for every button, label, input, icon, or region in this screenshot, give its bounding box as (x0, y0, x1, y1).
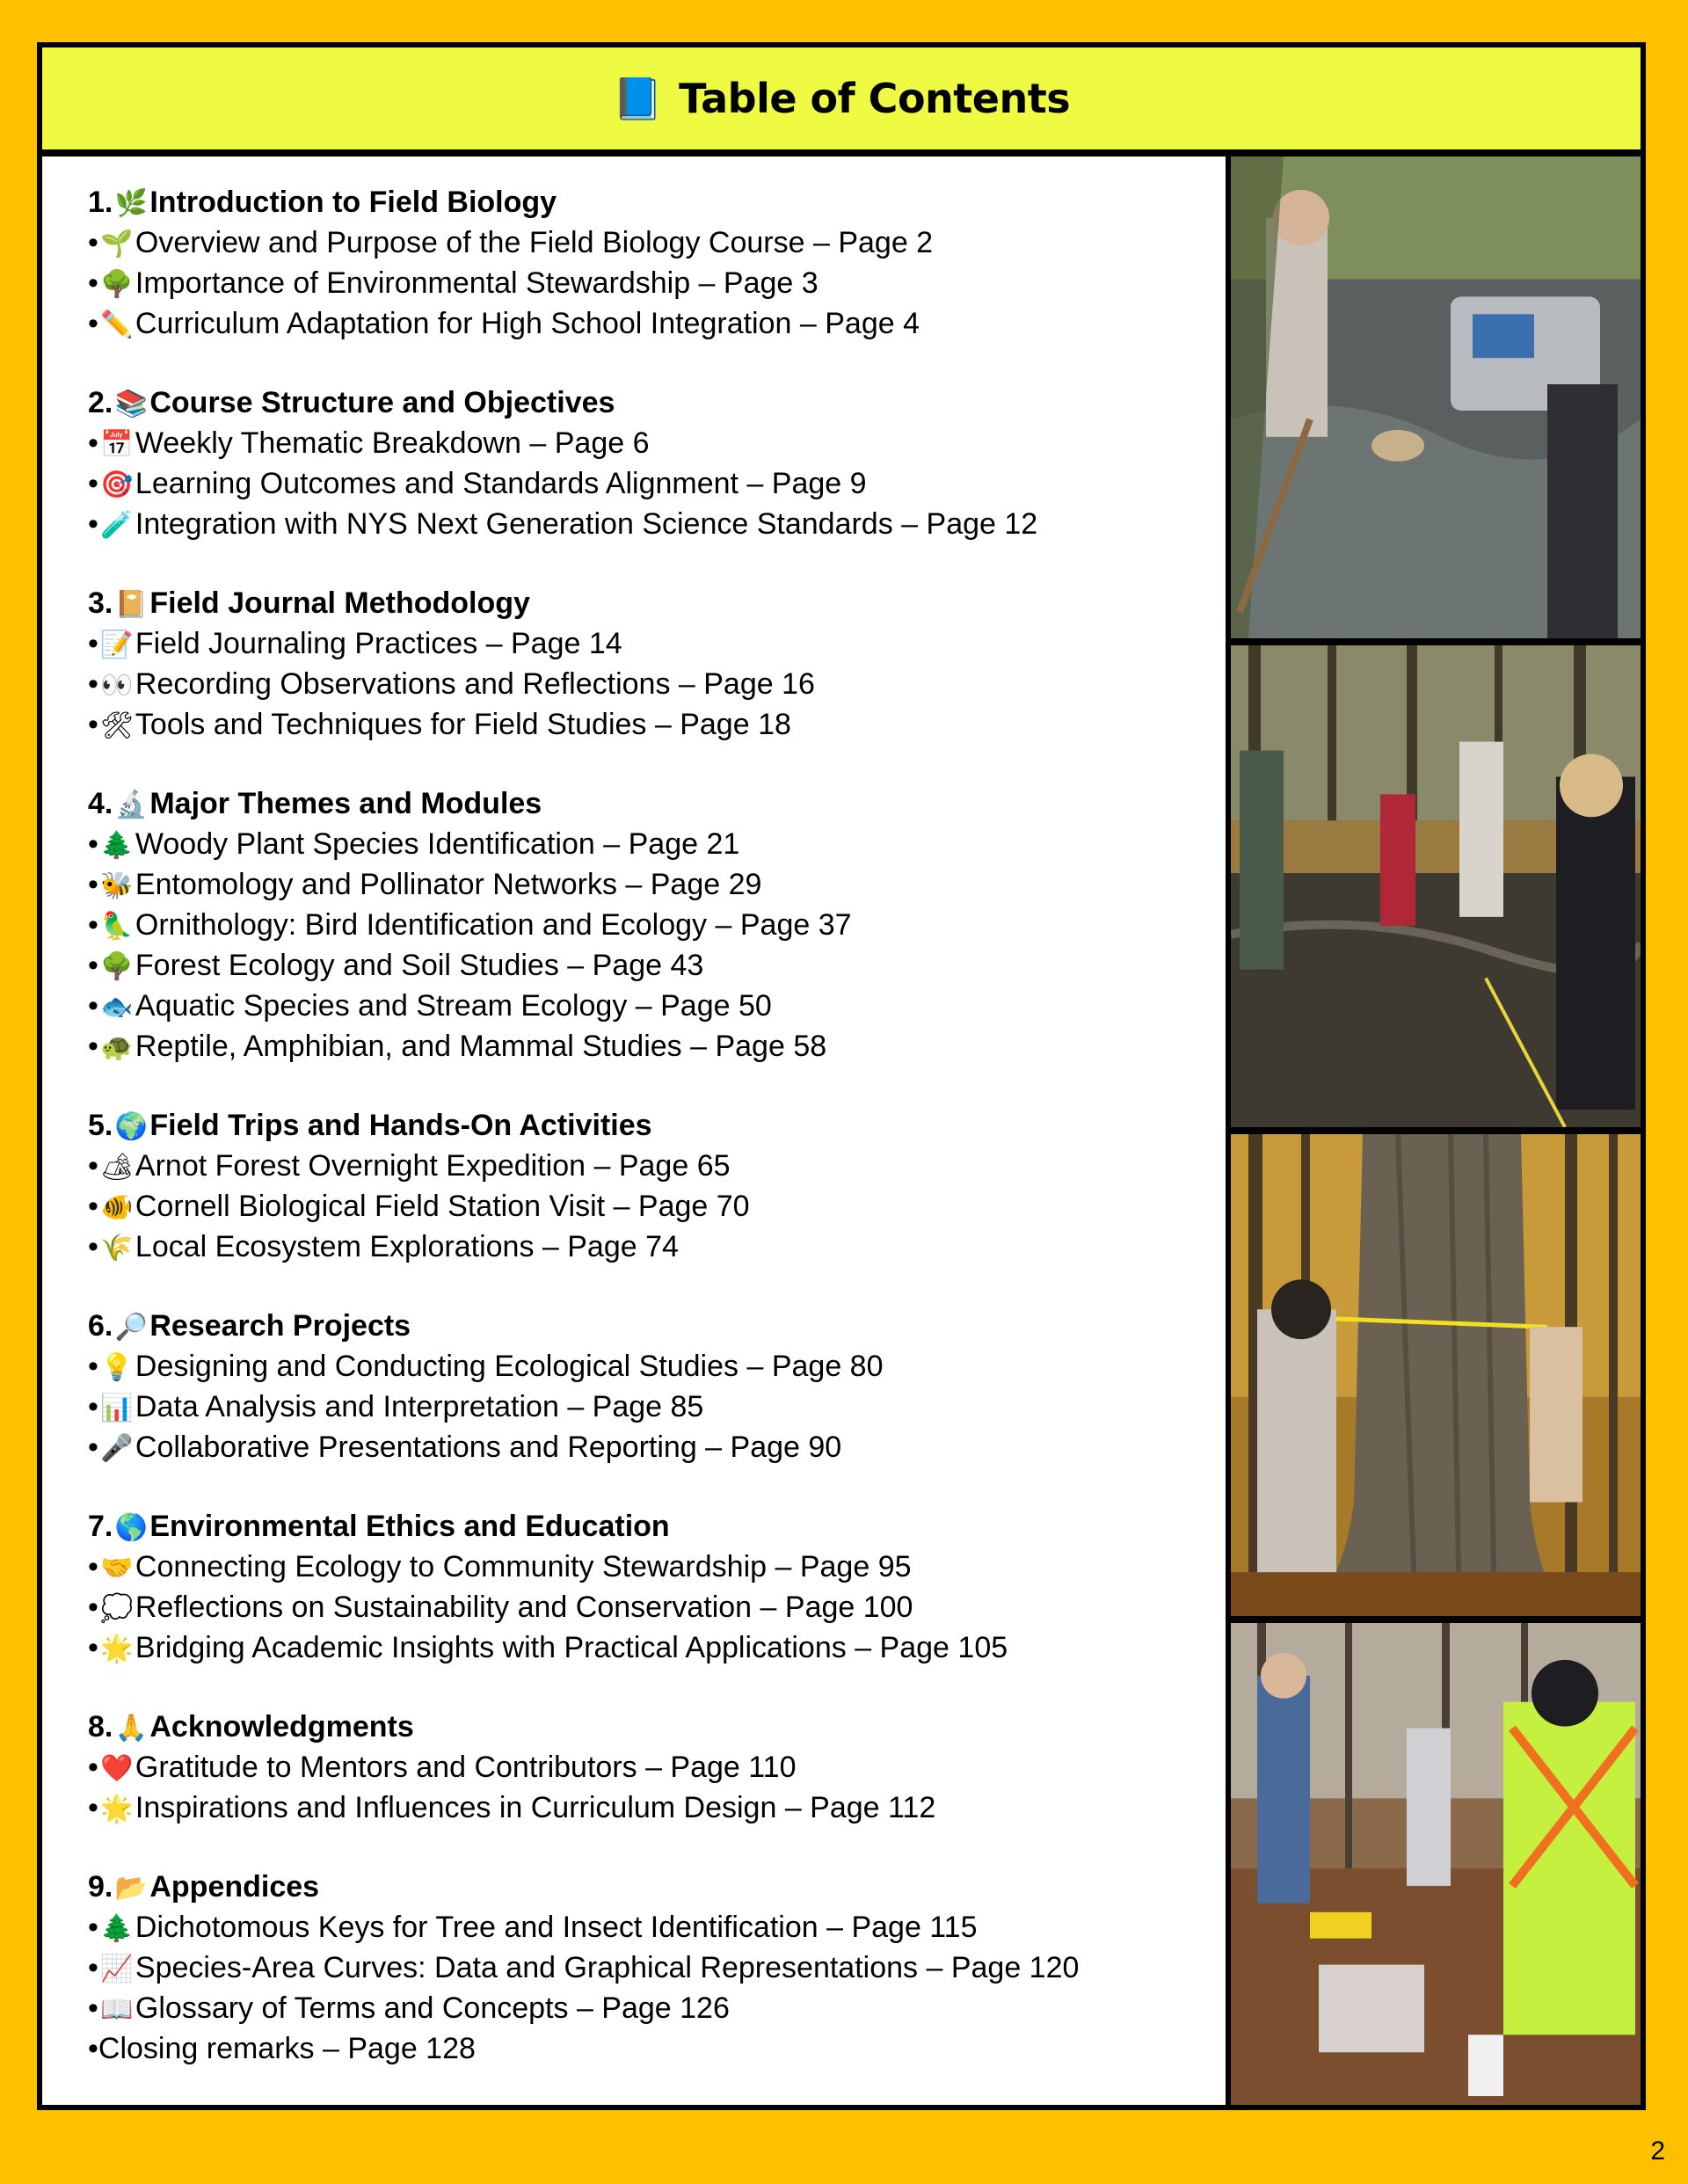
bullet: • (88, 708, 98, 741)
creek-survey-photo (1231, 645, 1641, 1127)
bullet: • (88, 1951, 98, 1984)
entry-text: Connecting Ecology to Community Stewardship – Page 95 (135, 1550, 912, 1583)
section-title: Field Trips and Hands-On Activities (149, 1109, 652, 1142)
entry-text: Importance of Environmental Stewardship – Page 3 (135, 266, 819, 300)
forest-fieldwork-photo (1231, 1623, 1641, 2105)
entry-emoji-icon: 🏕 (99, 1153, 134, 1182)
section-number: 8. (88, 1710, 113, 1744)
section-emoji-icon: 🌎 (114, 1513, 149, 1542)
entry-emoji-icon: 🐝 (100, 871, 134, 900)
section-number: 5. (88, 1109, 113, 1142)
toc-entry[interactable] (88, 1227, 1226, 1268)
entry-text: Local Ecosystem Explorations – Page 74 (135, 1230, 679, 1263)
toc-entry[interactable] (88, 665, 1226, 705)
entry-emoji-icon: 🧪 (100, 511, 134, 540)
title-bar (42, 47, 1641, 149)
toc-section (88, 1707, 1226, 1829)
entry-emoji-icon: 🎯 (100, 470, 134, 499)
entry-text: Glossary of Terms and Concepts – Page 126 (135, 1991, 730, 2025)
section-number: 3. (88, 586, 113, 620)
entry-emoji-icon: 📝 (100, 630, 134, 659)
section-number: 4. (88, 787, 113, 820)
entry-emoji-icon: 🛠 (99, 711, 134, 740)
entry-emoji-icon: ✏️ (100, 310, 134, 339)
bullet: • (88, 1390, 98, 1423)
bullet: • (88, 667, 98, 701)
toc-entry[interactable] (88, 1748, 1226, 1788)
bullet: • (88, 1631, 98, 1664)
toc-entry[interactable] (88, 464, 1226, 505)
toc-entry[interactable] (88, 1788, 1226, 1829)
toc-section (88, 584, 1226, 746)
toc-section (88, 784, 1226, 1067)
entry-emoji-icon: 🌳 (100, 952, 134, 981)
entry-text: Collaborative Presentations and Reporting – Page 90 (135, 1431, 842, 1464)
section-title: Course Structure and Objectives (149, 386, 615, 419)
entry-text: Forest Ecology and Soil Studies – Page 43 (135, 949, 704, 982)
entry-emoji-icon: 🌟 (100, 1634, 134, 1663)
entry-text: Dichotomous Keys for Tree and Insect Identification – Page 115 (135, 1911, 978, 1944)
section-heading[interactable] (88, 1106, 1226, 1147)
entry-emoji-icon: ❤️ (100, 1754, 134, 1783)
entry-emoji-icon: 🦜 (100, 912, 134, 941)
bullet: • (88, 266, 98, 300)
entry-emoji-icon: 👀 (100, 671, 134, 700)
entry-emoji-icon: 📈 (100, 1955, 134, 1984)
section-emoji-icon: 🔎 (114, 1313, 149, 1342)
stream-sampling-photo (1231, 157, 1641, 638)
entry-text: Species-Area Curves: Data and Graphical Representations – Page 120 (135, 1951, 1080, 1984)
toc-entry[interactable] (88, 223, 1226, 264)
entry-emoji-icon: 🐢 (100, 1033, 134, 1062)
entry-emoji-icon: 📖 (100, 1995, 134, 2024)
entry-text: Learning Outcomes and Standards Alignment – Page 9 (135, 467, 867, 500)
entry-text: Gratitude to Mentors and Contributors – Page 110 (135, 1751, 797, 1784)
entry-emoji-icon: 📊 (100, 1394, 134, 1423)
toc-entry[interactable] (88, 2029, 1226, 2069)
toc-section (88, 1307, 1226, 1468)
toc-entry[interactable] (88, 1428, 1226, 1468)
section-heading[interactable] (88, 1707, 1226, 1748)
section-emoji-icon: 🌿 (114, 189, 149, 218)
entry-emoji-icon: 📅 (100, 430, 134, 459)
toc-entry[interactable] (88, 1147, 1226, 1187)
table-of-contents (42, 157, 1226, 2105)
section-title: Major Themes and Modules (149, 787, 542, 820)
bullet: • (88, 1591, 98, 1624)
toc-entry[interactable] (88, 1027, 1226, 1067)
entry-emoji-icon: 🌟 (100, 1795, 134, 1824)
toc-entry[interactable] (88, 865, 1226, 906)
entry-text: Bridging Academic Insights with Practical Applications – Page 105 (135, 1631, 1008, 1664)
section-emoji-icon: 📚 (114, 389, 149, 419)
section-title: Environmental Ethics and Education (149, 1510, 670, 1543)
toc-entry[interactable] (88, 705, 1226, 746)
toc-entry[interactable] (88, 906, 1226, 946)
book-icon: 📘 (612, 76, 664, 121)
entry-text: Woody Plant Species Identification – Page 21 (135, 827, 740, 861)
entry-text: Ornithology: Bird Identification and Ecology – Page 37 (135, 908, 852, 942)
toc-section (88, 1867, 1226, 2069)
toc-entry[interactable] (88, 1989, 1226, 2029)
bullet: • (88, 2032, 98, 2065)
entry-emoji-icon: 💡 (100, 1353, 134, 1382)
section-number: 7. (88, 1510, 113, 1543)
page-frame (37, 42, 1646, 2110)
section-heading[interactable] (88, 383, 1226, 424)
bullet: • (88, 1149, 98, 1183)
entry-emoji-icon: 💭 (100, 1594, 134, 1623)
bullet: • (88, 1350, 98, 1383)
bullet: • (88, 949, 98, 982)
section-heading[interactable] (88, 784, 1226, 825)
toc-entry[interactable] (88, 1908, 1226, 1948)
toc-entry[interactable] (88, 1387, 1226, 1428)
toc-entry[interactable] (88, 1547, 1226, 1588)
entry-emoji-icon: 🌳 (100, 270, 134, 299)
page-title: Table of Contents (679, 75, 1071, 122)
bullet: • (88, 507, 98, 541)
toc-entry[interactable] (88, 505, 1226, 545)
entry-emoji-icon: 🐟 (100, 993, 134, 1022)
entry-text: Recording Observations and Reflections – Page 16 (135, 667, 815, 701)
toc-entry[interactable] (88, 1628, 1226, 1669)
tree-measurement-photo (1231, 1134, 1641, 1616)
entry-text: Designing and Conducting Ecological Studies – Page 80 (135, 1350, 884, 1383)
bullet: • (88, 1751, 98, 1784)
section-number: 2. (88, 386, 113, 419)
section-title: Field Journal Methodology (149, 586, 530, 620)
entry-emoji-icon: 🌲 (100, 831, 134, 860)
bullet: • (88, 226, 98, 259)
section-heading[interactable] (88, 584, 1226, 624)
tree-measurement-photo-icon (1231, 1134, 1641, 1616)
entry-text: Reptile, Amphibian, and Mammal Studies – Page 58 (135, 1030, 827, 1063)
entry-emoji-icon: 🎤 (100, 1434, 134, 1463)
section-heading[interactable] (88, 1507, 1226, 1547)
entry-text: Curriculum Adaptation for High School Integration – Page 4 (135, 307, 920, 340)
toc-entry[interactable] (88, 424, 1226, 464)
toc-entry[interactable] (88, 1347, 1226, 1387)
entry-emoji-icon: 🌾 (100, 1234, 134, 1263)
bullet: • (88, 1230, 98, 1263)
toc-entry[interactable] (88, 304, 1226, 345)
entry-text: Reflections on Sustainability and Conservation – Page 100 (135, 1591, 913, 1624)
bullet: • (88, 426, 98, 460)
bullet: • (88, 868, 98, 901)
entry-text: Tools and Techniques for Field Studies – Page 18 (135, 708, 791, 741)
entry-text: Overview and Purpose of the Field Biology Course – Page 2 (135, 226, 934, 259)
section-heading[interactable] (88, 1867, 1226, 1908)
toc-section (88, 1106, 1226, 1268)
bullet: • (88, 1911, 98, 1944)
entry-emoji-icon: 🤝 (100, 1554, 134, 1583)
bullet: • (88, 1991, 98, 2025)
forest-fieldwork-photo-icon (1231, 1623, 1641, 2105)
page-number: 2 (1650, 2137, 1665, 2166)
entry-text: Aquatic Species and Stream Ecology – Page 50 (135, 989, 772, 1023)
entry-text: Cornell Biological Field Station Visit – Page 70 (135, 1190, 750, 1223)
section-heading[interactable] (88, 183, 1226, 223)
bullet: • (88, 1431, 98, 1464)
stream-sampling-photo-icon (1231, 157, 1641, 638)
entry-text: Arnot Forest Overnight Expedition – Page 65 (135, 1149, 731, 1183)
bullet: • (88, 1030, 98, 1063)
entry-emoji-icon: 🐠 (100, 1193, 134, 1222)
entry-text: Closing remarks – Page 128 (98, 2032, 476, 2065)
section-emoji-icon: 🙏 (114, 1714, 149, 1743)
section-title: Research Projects (149, 1309, 411, 1343)
bullet: • (88, 827, 98, 861)
toc-entry[interactable] (88, 264, 1226, 304)
entry-text: Inspirations and Influences in Curriculum Design – Page 112 (135, 1791, 936, 1824)
creek-survey-photo-icon (1231, 645, 1641, 1127)
toc-entry[interactable] (88, 1948, 1226, 1989)
bullet: • (88, 627, 98, 660)
toc-entry[interactable] (88, 825, 1226, 865)
toc-section (88, 1507, 1226, 1669)
entry-text: Field Journaling Practices – Page 14 (135, 627, 622, 660)
bullet: • (88, 989, 98, 1023)
section-number: 1. (88, 186, 113, 219)
toc-entry[interactable] (88, 624, 1226, 665)
entry-text: Data Analysis and Interpretation – Page 85 (135, 1390, 704, 1423)
toc-section (88, 183, 1226, 345)
toc-section (88, 383, 1226, 545)
entry-emoji-icon: 🌲 (100, 1914, 134, 1943)
bullet: • (88, 467, 98, 500)
bullet: • (88, 1791, 98, 1824)
entry-text: Entomology and Pollinator Networks – Page 29 (135, 868, 762, 901)
photo-column (1231, 157, 1641, 2105)
toc-entry[interactable] (88, 1187, 1226, 1227)
toc-entry[interactable] (88, 946, 1226, 986)
entry-emoji-icon: 🌱 (100, 229, 134, 258)
section-number: 6. (88, 1309, 113, 1343)
section-emoji-icon: 🔬 (114, 790, 149, 819)
bullet: • (88, 307, 98, 340)
section-emoji-icon: 📂 (114, 1874, 149, 1903)
section-title: Introduction to Field Biology (149, 186, 557, 219)
section-number: 9. (88, 1870, 113, 1904)
toc-entry[interactable] (88, 1588, 1226, 1628)
entry-text: Weekly Thematic Breakdown – Page 6 (135, 426, 650, 460)
bullet: • (88, 1190, 98, 1223)
section-title: Appendices (149, 1870, 320, 1904)
bullet: • (88, 908, 98, 942)
section-heading[interactable] (88, 1307, 1226, 1347)
section-emoji-icon: 📔 (114, 590, 149, 619)
toc-entry[interactable] (88, 986, 1226, 1027)
section-title: Acknowledgments (149, 1710, 414, 1744)
section-emoji-icon: 🌍 (114, 1112, 149, 1141)
entry-text: Integration with NYS Next Generation Science Standards – Page 12 (135, 507, 1038, 541)
bullet: • (88, 1550, 98, 1583)
